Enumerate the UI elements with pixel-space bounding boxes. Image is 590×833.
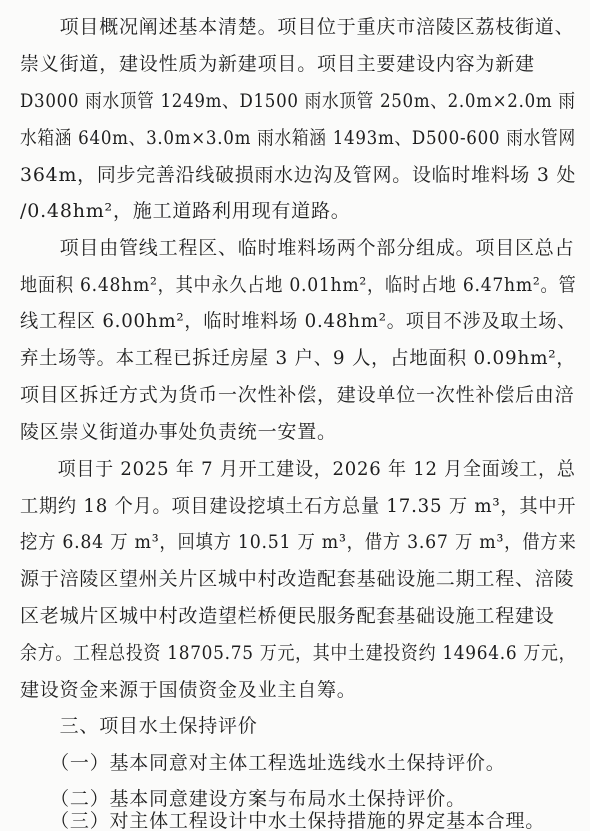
text-line: 陵区崇义街道办事处负责统一安置。: [20, 421, 337, 443]
text-line: 项目于 2025 年 7 月开工建设，2026 年 12 月全面竣工，总: [20, 458, 576, 480]
text-line: 挖方 6.84 万 m³，回填方 10.51 万 m³，借方 3.67 万 m³，借方来: [20, 531, 577, 553]
text-line: D3000 雨水顶管 1249m、D1500 雨水顶管 250m、2.0m×2.0m 雨: [20, 90, 576, 112]
text-line: 源于涪陵区望州关片区城中村改造配套基础设施二期工程、涪陵: [20, 568, 575, 590]
section-heading: 三、项目水土保持评价: [20, 715, 258, 737]
text-line: 水箱涵 640m、3.0m×3.0m 雨水箱涵 1493m、D500-600 雨水管网: [20, 127, 576, 149]
text-line: 区老城片区城中村改造望栏桥便民服务配套基础设施工程建设: [20, 605, 555, 627]
list-item: （二）基本同意建设方案与布局水土保持评价。: [20, 788, 466, 810]
text-line: 项目概况阐述基本清楚。项目位于重庆市涪陵区荔枝街道、: [20, 16, 575, 38]
text-line: 工期约 18 个月。项目建设挖填土石方总量 17.35 万 m³，其中开: [20, 495, 577, 517]
text-line: 线工程区 6.00hm²，临时堆料场 0.48hm²。项目不涉及取土场、: [20, 310, 577, 332]
list-item: （三）对主体工程设计中水土保持措施的界定基本合理。: [20, 810, 546, 832]
text-line: 364m，同步完善沿线破损雨水边沟及管网。设临时堆料场 3 处: [20, 164, 577, 186]
list-item: （一）基本同意对主体工程选址选线水土保持评价。: [20, 752, 506, 774]
text-line: 建设资金来源于国债资金及业主自筹。: [20, 679, 357, 701]
text-line: /0.48hm²，施工道路利用现有道路。: [20, 200, 351, 222]
text-line: 余方。工程总投资 18705.75 万元，其中土建投资约 14964.6 万元，: [20, 642, 577, 664]
text-line: 地面积 6.48hm²，其中永久占地 0.01hm²，临时占地 6.47hm²。管: [20, 274, 577, 296]
text-line: 项目由管线工程区、临时堆料场两个部分组成。项目区总占: [20, 237, 575, 259]
text-line: 项目区拆迁方式为货币一次性补偿，建设单位一次性补偿后由涪: [20, 384, 575, 406]
text-line: 崇义街道，建设性质为新建项目。项目主要建设内容为新建: [20, 53, 535, 75]
text-line: 弃土场等。本工程已拆迁房屋 3 户、9 人，占地面积 0.09hm²，: [20, 347, 576, 369]
